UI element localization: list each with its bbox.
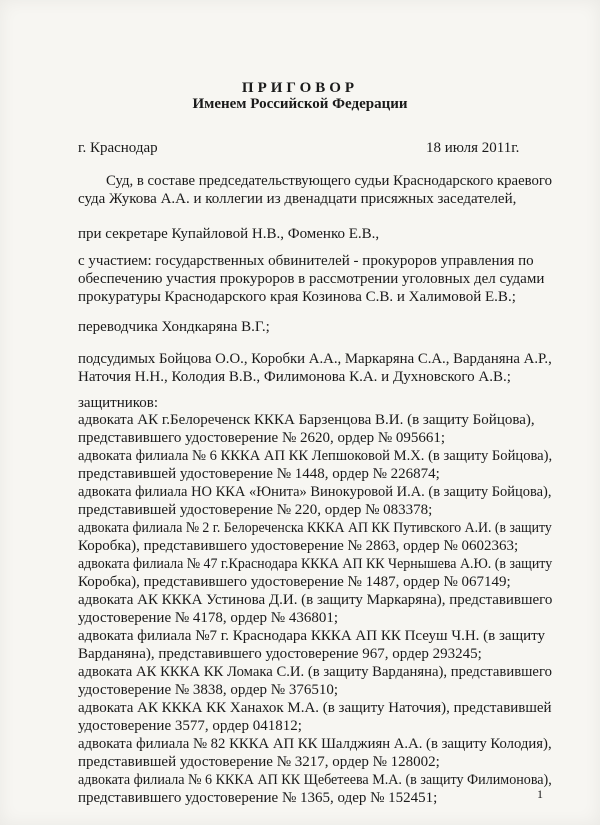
court-line-2: суда Жукова А.А. и коллегии из двенадцати присяжных заседателей, bbox=[78, 191, 517, 207]
defendants-line-1: подсудимых Бойцова О.О., Коробки А.А., Маркаряна С.А., Варданяна А.Р., bbox=[78, 351, 552, 367]
prosecution-line-2: обеспечению участия прокуроров в рассмотрении уголовных дел судами bbox=[78, 271, 545, 287]
defender-line: адвоката филиала № 2 г. Белореченска КККА АП КК Путивского А.И. (в защиту bbox=[78, 520, 552, 536]
translator-line: переводчика Хондкаряна В.Г.; bbox=[78, 319, 270, 335]
document-title: ПРИГОВОР bbox=[241, 80, 359, 96]
defender-line: адвоката филиала № 82 КККА АП КК Шалджиян А.А. (в защиту Колодия), bbox=[78, 736, 552, 752]
defender-line: удостоверение № 3838, ордер № 376510; bbox=[78, 682, 338, 698]
prosecution-line-1: с участием: государственных обвинителей - прокуроров управления по bbox=[78, 253, 534, 269]
defender-line: представившей удостоверение № 220, ордер № 083378; bbox=[78, 502, 433, 518]
city: г. Краснодар bbox=[78, 140, 158, 156]
defender-line: адвоката АК г.Белореченск КККА Барзенцова В.И. (в защиту Бойцова), bbox=[78, 412, 535, 428]
defender-line: представившего удостоверение № 1365, одер № 152451; bbox=[78, 790, 438, 806]
defender-line: адвоката филиала № 6 КККА АП КК Щебетеева М.А. (в защиту Филимонова), bbox=[78, 772, 552, 788]
page-number: 1 bbox=[537, 787, 543, 801]
defenders-heading: защитников: bbox=[78, 395, 159, 411]
defender-line: адвоката филиала № 6 КККА АП КК Лепшоковой М.Х. (в защиту Бойцова), bbox=[78, 448, 553, 464]
prosecution-line-3: прокуратуры Краснодарского края Козинова С.В. и Халимовой Е.В.; bbox=[78, 289, 516, 305]
defender-line: Коробка), представившего удостоверение № 2863, ордер № 0602363; bbox=[78, 538, 519, 554]
defender-line: представившего удостоверение № 2620, ордер № 095661; bbox=[78, 430, 446, 446]
defender-line: Варданяна), представившего удостоверение 967, ордер 293245; bbox=[78, 646, 482, 662]
defender-line: адвоката филиала № 47 г.Краснодара КККА АП КК Чернышева А.Ю. (в защиту bbox=[78, 556, 553, 572]
defendants-line-2: Наточия Н.Н., Колодия В.В., Филимонова К.А. и Духновского А.В.; bbox=[78, 369, 511, 385]
document-subtitle: Именем Российской Федерации bbox=[192, 96, 408, 112]
defender-line: адвоката АК КККА Устинова Д.И. (в защиту Маркаряна), представившего bbox=[78, 592, 553, 608]
defender-line: представившей удостоверение № 3217, ордер № 128002; bbox=[78, 754, 440, 770]
defender-line: Коробка), представившего удостоверение № 1487, ордер № 067149; bbox=[78, 574, 511, 590]
secretary-line: при секретаре Купайловой Н.В., Фоменко Е.В., bbox=[78, 226, 380, 242]
defender-line: удостоверение № 4178, ордер № 436801; bbox=[78, 610, 338, 626]
defender-line: представившей удостоверение № 1448, ордер № 226874; bbox=[78, 466, 440, 482]
defender-line: адвоката АК КККА КК Ханахок М.А. (в защиту Наточия), представившей bbox=[78, 700, 552, 716]
defender-line: удостоверение 3577, ордер 041812; bbox=[78, 718, 302, 734]
defender-line: адвоката филиала №7 г. Краснодара КККА АП КК Псеуш Ч.Н. (в защиту bbox=[78, 628, 546, 644]
date: 18 июля 2011г. bbox=[426, 140, 520, 156]
court-line-1: Суд, в составе председательствующего судьи Краснодарского краевого bbox=[106, 173, 552, 189]
defender-line: адвоката филиала НО ККА «Юнита» Винокуровой И.А. (в защиту Бойцова), bbox=[78, 484, 552, 500]
defender-line: адвоката АК КККА КК Ломака С.И. (в защиту Варданяна), представившего bbox=[78, 664, 552, 680]
